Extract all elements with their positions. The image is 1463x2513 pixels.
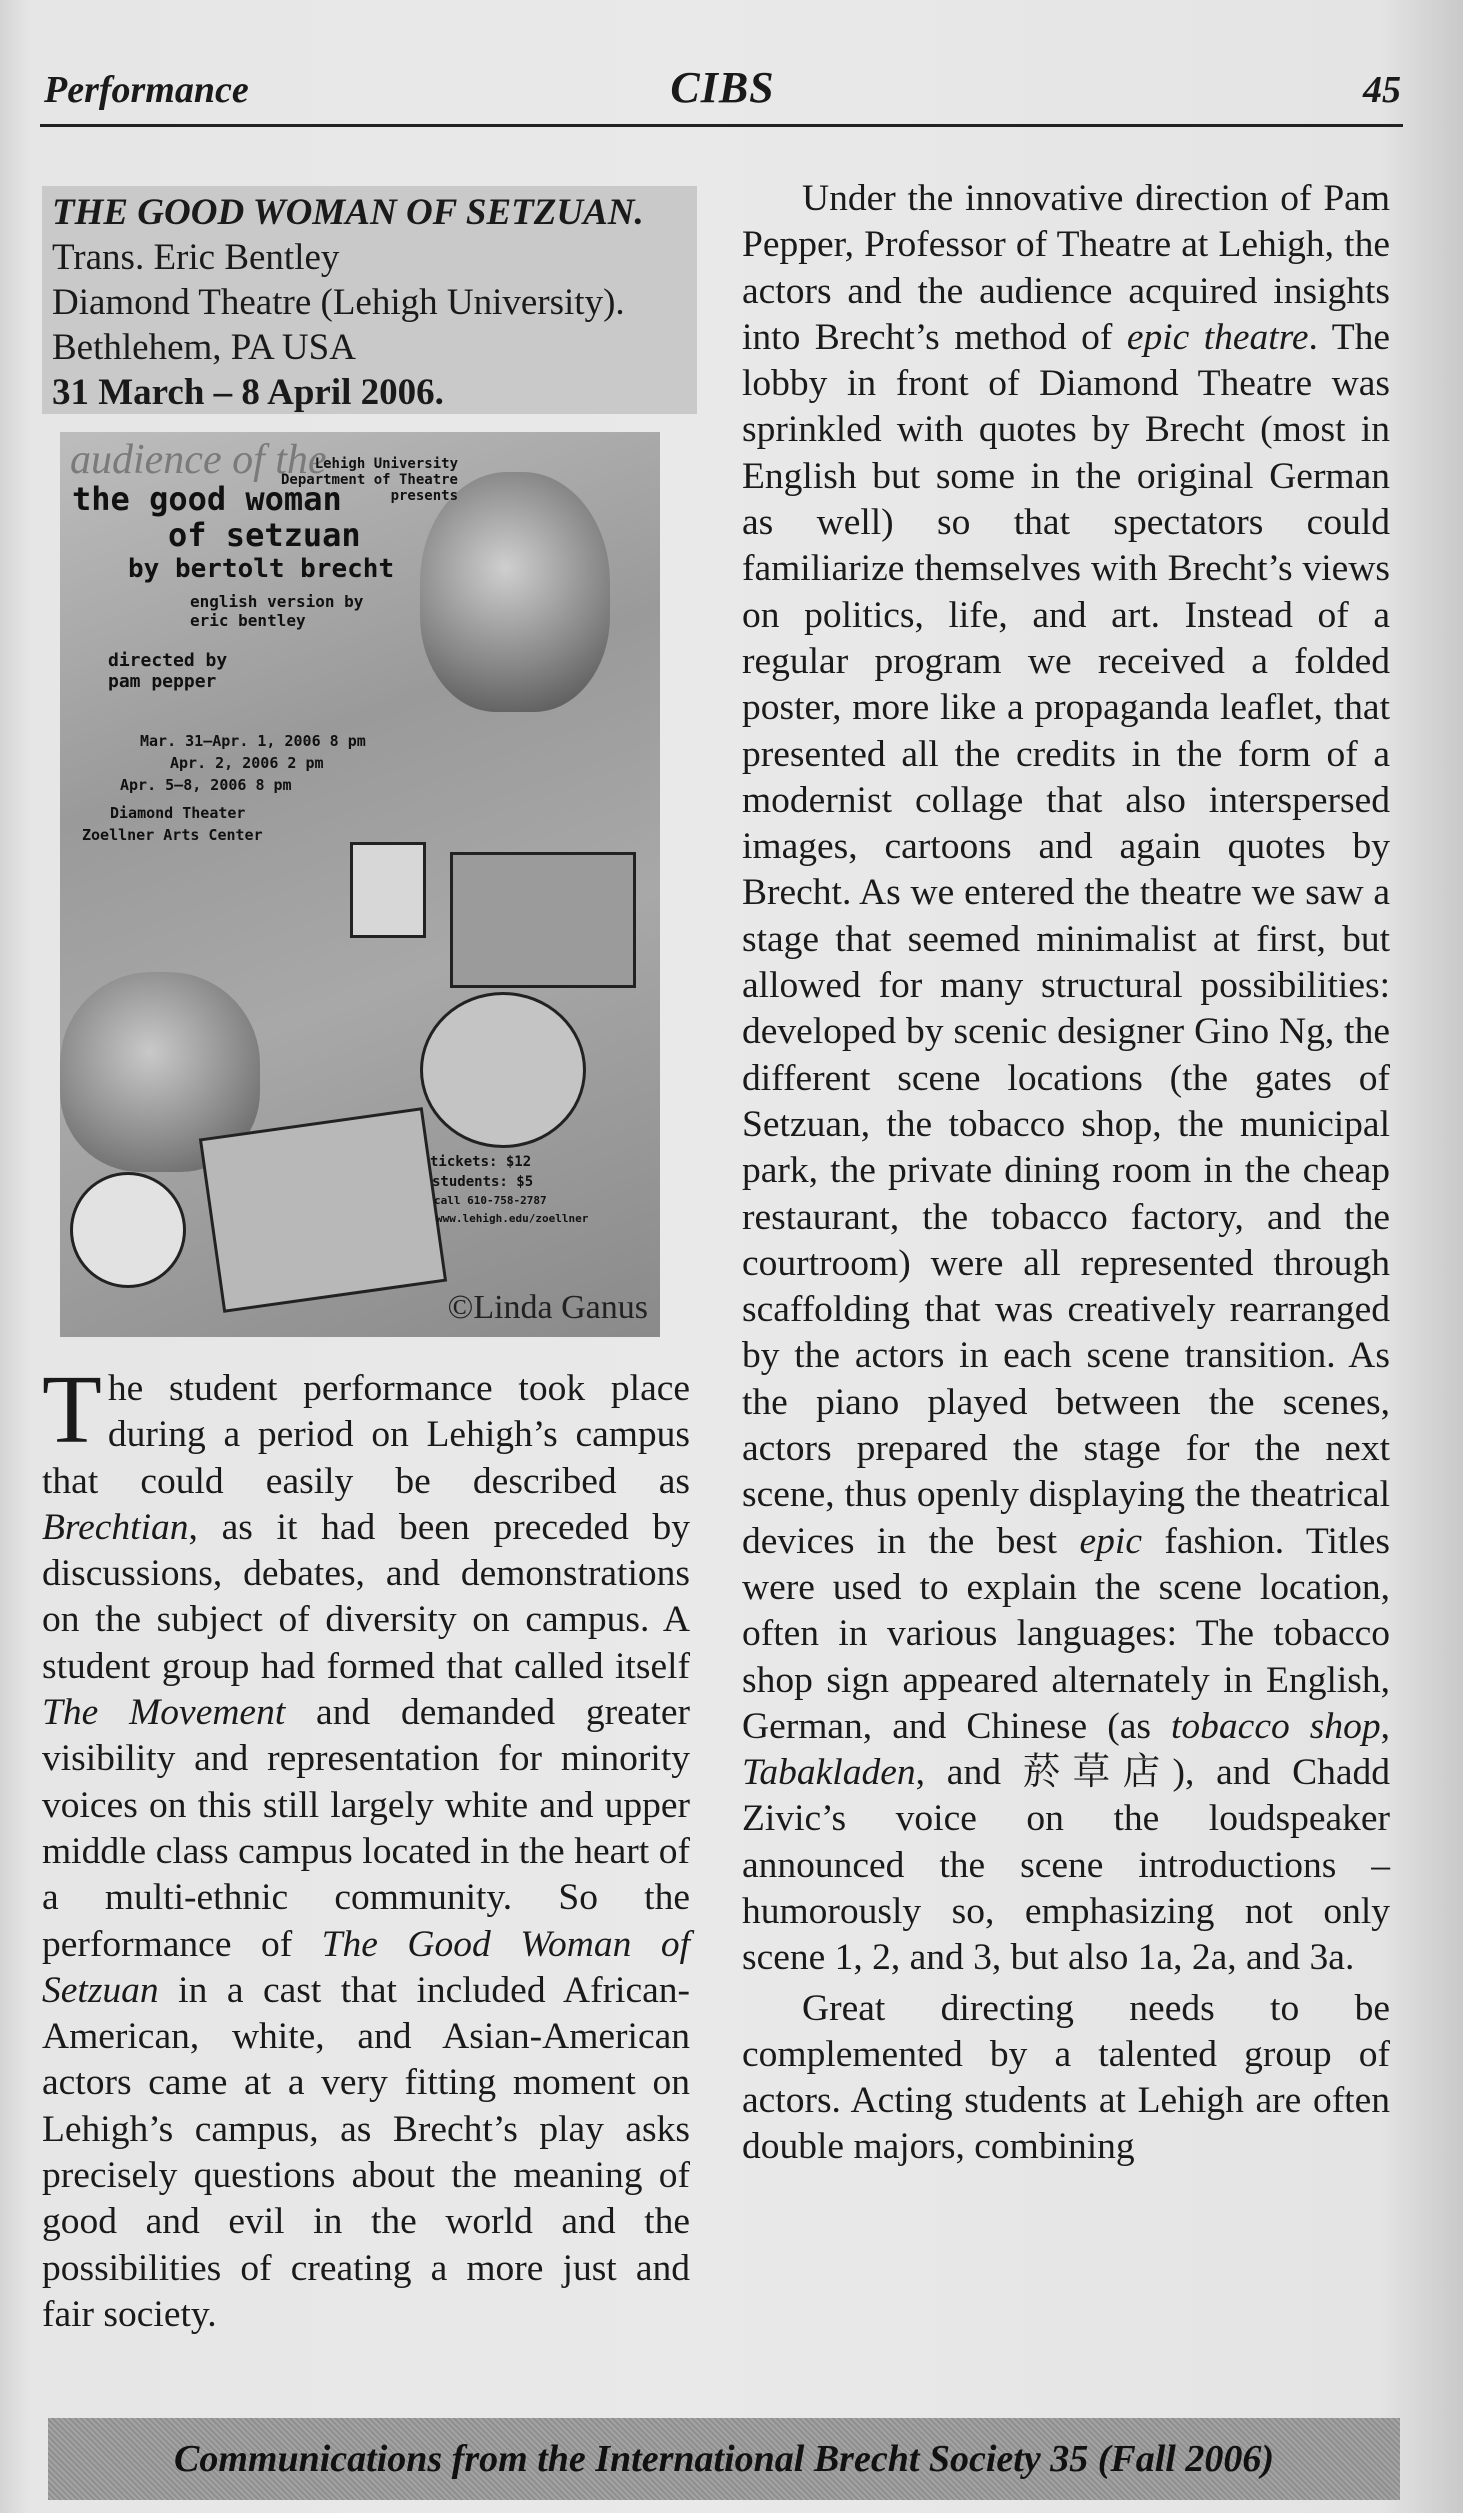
poster-title-line2: of setzuan	[168, 516, 361, 554]
poster-english-version: english version by eric bentley	[190, 592, 364, 630]
translator: Trans. Eric Bentley	[52, 237, 340, 278]
poster-cartoon-frame	[350, 842, 426, 938]
poster-web: www.lehigh.edu/zoellner	[436, 1212, 589, 1225]
right-column-text	[742, 176, 1390, 2171]
poster-dates-line3: Apr. 5–8, 2006 8 pm	[120, 776, 292, 794]
left-paragraph-run: and demanded greater visibility and representation for minority voices on this still largely white and upper middle class campus located in the heart of a multi-ethnic community. So the performance of	[42, 1692, 690, 1965]
right-paragraph-1-run: ,	[1380, 1705, 1390, 1747]
left-paragraph-run: , as it had been preceded by discussions, debates, and demonstrations on the subject of diversity on campus. A student group had formed that called itself	[42, 1506, 690, 1687]
poster-illustration-card	[199, 1107, 447, 1313]
play-title: THE GOOD WOMAN OF SETZUAN.	[52, 192, 644, 233]
poster-tickets: tickets: $12	[430, 1154, 532, 1170]
right-column-paragraph-1	[742, 176, 1390, 1982]
poster-presenter: Lehigh University Department of Theatre presents	[280, 456, 458, 504]
venue: Diamond Theatre (Lehigh University).	[52, 282, 625, 323]
journal-name: CIBS	[670, 63, 775, 112]
header-rule	[40, 124, 1403, 127]
poster-dates-line1: Mar. 31–Apr. 1, 2006 8 pm	[140, 732, 366, 750]
poster-directed-by: directed by pam pepper	[108, 650, 228, 692]
poster-students: students: $5	[432, 1174, 534, 1190]
left-paragraph-run: Brechtian	[42, 1506, 189, 1548]
section-name: Performance	[44, 69, 249, 111]
right-paragraph-1-run: Tabakladen	[742, 1752, 916, 1794]
footer-banner	[48, 2418, 1400, 2500]
poster-sketch-face	[70, 1172, 186, 1288]
right-paragraph-1-run: epic theatre	[1126, 316, 1309, 358]
poster-phone: call 610-758-2787	[434, 1194, 547, 1207]
right-paragraph-1-run: Under the innovative direction of Pam Pepper, Professor of Theatre at Lehigh, the actors and the audience acquired insights into Brecht’s method of	[742, 178, 1390, 358]
location: Bethlehem, PA USA	[52, 327, 356, 368]
poster-dates-line2: Apr. 2, 2006 2 pm	[170, 754, 324, 772]
left-paragraph-run: The Good Woman of Setzuan	[42, 1923, 690, 2011]
running-header	[44, 62, 1401, 122]
footer-citation: Communications from the International Brecht Society 35 (Fall 2006)	[174, 2438, 1274, 2480]
right-paragraph-1-run: , and 菸草店), and Chadd Zivic’s voice on the loudspeaker announced the scene introductions – humorously so, emphasizing not only scene 1, 2, and 3, but also 1a, 2a, and 3a.	[742, 1752, 1390, 1979]
run-dates: 31 March – 8 April 2006.	[52, 372, 444, 413]
poster-title-line1: the good woman	[72, 480, 342, 518]
poster-portrait	[420, 472, 610, 712]
poster-group-photo	[450, 852, 636, 988]
left-column-text	[42, 1356, 690, 2338]
left-column-paragraph	[42, 1356, 690, 2335]
poster-cartoon-face	[420, 992, 586, 1148]
right-column-paragraph-2	[742, 1986, 1390, 2171]
production-poster	[60, 432, 660, 1337]
right-paragraph-1-run: . The lobby in front of Diamond Theatre was sprinkled with quotes by Brecht (most in English but some in the original German as well) so that spectators could familiarize themselves with Brecht’s views on politics, life, and art. Instead of a regular program we received a folded poster, more like a propaganda leaflet, that presented all the credits in the form of a modernist collage that also interspersed images, cartoons and again quotes by Brecht. As we entered the theatre we saw a stage that seemed minimalist at first, but allowed for many structural possibilities: developed by scenic designer Gino Ng, the different scene locations (the gates of Setzuan, the tobacco shop, the municipal park, the private dining room in the cheap restaurant, the tobacco factory, and the courtroom) were all represented through scaffolding that was creatively rearranged by the actors in each scene transition. As the piano played between the scenes, actors prepared the stage for the next scene, thus openly displaying the theatrical devices in the best	[742, 316, 1390, 1562]
left-paragraph-run: in a cast that included African-American, white, and Asian-American actors came at a very fitting moment on Lehigh’s campus, as Brecht’s play asks precisely questions about the meaning of good and evil in the world and the possibilities of creating a more just and fair society.	[42, 1969, 690, 2335]
right-paragraph-1-run: fashion. Titles were used to explain the scene location, often in various languages: The tobacco shop sign appeared alternately in English, German, and Chinese (as	[742, 1520, 1390, 1747]
poster-author: by bertolt brecht	[128, 554, 395, 584]
page-number: 45	[1363, 69, 1401, 111]
right-paragraph-1-run: epic	[1079, 1520, 1142, 1562]
drop-cap: T	[42, 1356, 102, 1464]
left-paragraph-run: The Movement	[42, 1692, 286, 1734]
left-paragraph-run: he student performance took place during a period on Lehigh’s campus that could easily be described as	[42, 1368, 690, 1502]
poster-venue-line1: Diamond Theater	[110, 804, 246, 822]
production-info-box	[42, 186, 697, 414]
photo-credit: ©Linda Ganus	[447, 1289, 648, 1326]
right-paragraph-1-run: tobacco shop	[1171, 1705, 1381, 1747]
poster-scrawl-decoration: audience of the	[70, 437, 327, 483]
right-paragraph-2-run: Great directing needs to be complemented by a talented group of actors. Acting students at Lehigh are often double majors, combining	[742, 1987, 1390, 2168]
poster-venue-line2: Zoellner Arts Center	[82, 826, 263, 844]
